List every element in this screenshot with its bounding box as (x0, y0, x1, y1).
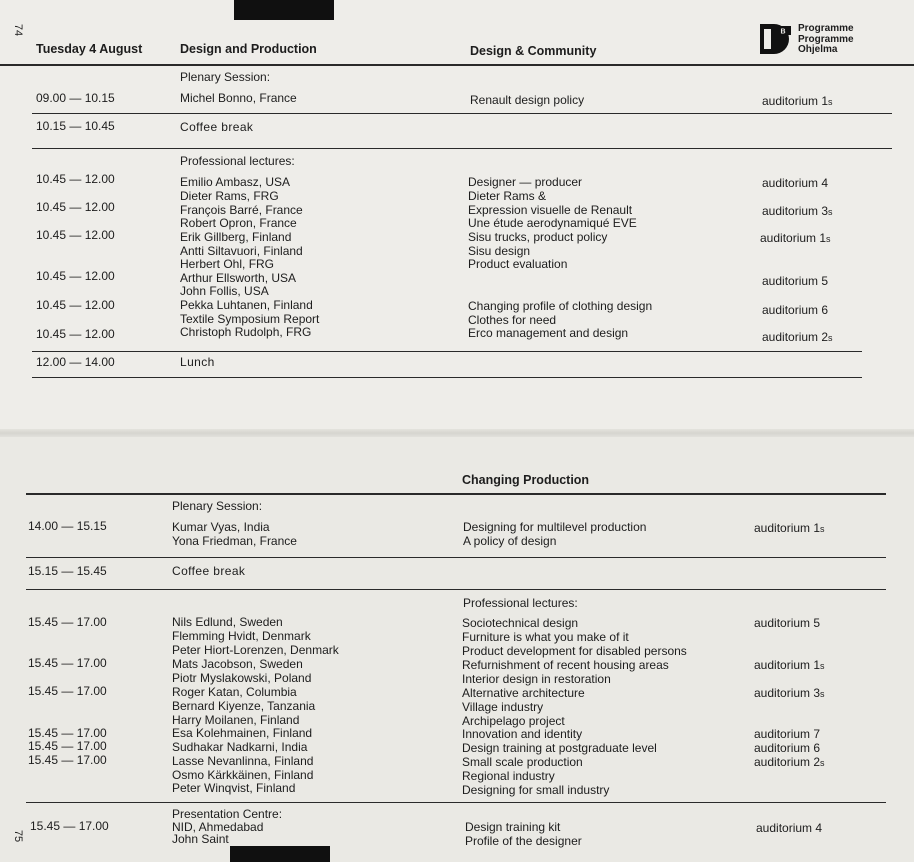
lecture-topic: Changing profile of clothing design (468, 299, 653, 313)
room-label: auditorium 3 (762, 204, 829, 218)
presentation-speaker: NID, Ahmedabad (172, 820, 264, 834)
lecture-speaker: Sudhakar Nadkarni, India (172, 740, 308, 754)
lecture-topic: Sisu design (468, 243, 531, 258)
bottom-plenary-room (754, 522, 825, 537)
lecture-speaker: Emilio Ambasz, USA (180, 175, 291, 189)
room-sub: s (828, 207, 833, 217)
lecture-time: 10.45 — 12.00 (36, 228, 115, 242)
lecture-topic: Innovation and identity (462, 727, 583, 741)
track-header: Design and Production (180, 42, 317, 56)
room-label: auditorium 1 (754, 658, 821, 672)
room-label: auditorium 4 (756, 821, 823, 835)
lecture-room (754, 617, 820, 631)
bottom-plenary-topic: Designing for multilevel production (463, 520, 647, 534)
room-label: auditorium 1 (760, 231, 827, 245)
lecture-speaker: Nils Edlund, Sweden (172, 615, 283, 629)
room-label: auditorium 3 (754, 686, 821, 700)
room-sub: s (828, 333, 833, 343)
bottom-rule-lectures (26, 802, 886, 803)
plenary-room (762, 95, 833, 110)
lecture-time: 10.45 — 12.00 (36, 200, 115, 214)
rule-coffee (32, 148, 892, 149)
lecture-topic: Refurnishment of recent housing areas (462, 658, 669, 672)
lecture-time: 10.45 — 12.00 (36, 172, 115, 186)
lunch-label: Lunch (180, 355, 215, 369)
presentation-topic: Design training kit (465, 820, 561, 834)
lecture-time: 10.45 — 12.00 (36, 269, 115, 283)
lecture-speaker: Dieter Rams, FRG (180, 188, 279, 203)
lecture-speaker: Christoph Rudolph, FRG (180, 325, 312, 339)
presentation-time: 15.45 — 17.00 (30, 819, 109, 833)
lecture-time: 10.45 — 12.00 (36, 298, 115, 312)
bottom-lectures-label: Professional lectures: (463, 596, 578, 610)
black-bar-top (234, 0, 334, 20)
bottom-plenary-speaker: Yona Friedman, France (172, 533, 297, 548)
programme-logo-icon (760, 24, 792, 54)
room-label: auditorium 7 (754, 727, 821, 741)
lectures-label: Professional lectures: (180, 154, 295, 168)
lecture-topic: Product evaluation (468, 257, 568, 271)
coffee-label: Coffee break (180, 120, 254, 134)
lunch-time: 12.00 — 14.00 (36, 355, 115, 369)
lecture-time: 15.45 — 17.00 (28, 753, 107, 767)
lecture-speaker: Erik Gillberg, Finland (180, 230, 292, 244)
bottom-rule-coffee (26, 589, 886, 590)
lecture-speaker: John Follis, USA (180, 284, 269, 298)
lecture-topic: Erco management and design (468, 326, 629, 340)
room-sub: s (826, 234, 831, 244)
lecture-room (754, 756, 825, 771)
bottom-theme-header: Changing Production (462, 473, 590, 487)
lecture-topic: Designer — producer (468, 175, 583, 189)
lecture-speaker: Mats Jacobson, Sweden (172, 657, 303, 671)
plenary-time: 09.00 — 10.15 (36, 91, 115, 105)
rule-lectures (32, 351, 862, 352)
header-rule (0, 64, 914, 66)
logo-line-3: Ohjelma (798, 44, 838, 55)
room-label: auditorium 4 (762, 176, 829, 190)
bottom-plenary-label: Plenary Session: (172, 499, 263, 513)
presentation-label: Presentation Centre: (172, 807, 283, 821)
lecture-speaker: Peter Winqvist, Finland (172, 781, 296, 795)
lecture-room (762, 331, 833, 346)
lecture-topic: Dieter Rams & (468, 188, 547, 203)
presentation-topic: Profile of the designer (465, 834, 582, 848)
room-label: auditorium 5 (754, 616, 821, 630)
room-label: auditorium 6 (762, 303, 829, 317)
room-label: auditorium 6 (754, 741, 821, 755)
presentation-room (756, 822, 822, 836)
lecture-room (754, 687, 825, 702)
room-label: auditorium 2 (762, 330, 829, 344)
lecture-speaker: Textile Symposium Report (180, 311, 320, 326)
logo-line-1: Programme (798, 23, 854, 34)
bottom-rule-plenary (26, 557, 886, 558)
lecture-room (762, 177, 828, 191)
lecture-speaker: Piotr Myslakowski, Poland (172, 671, 312, 685)
lecture-time: 15.45 — 17.00 (28, 726, 107, 740)
lecture-time: 15.45 — 17.00 (28, 656, 107, 670)
lecture-topic: Interior design in restoration (462, 672, 611, 686)
lecture-speaker: Bernard Kiyenze, Tanzania (172, 699, 316, 713)
black-bar-bottom (230, 846, 330, 862)
lecture-speaker: François Barré, France (180, 202, 303, 217)
lecture-topic: Une étude aerodynamiqué EVE (468, 216, 637, 230)
plenary-speaker: Michel Bonno, France (180, 91, 297, 105)
bottom-plenary-topic: A policy of design (463, 534, 557, 548)
bottom-coffee-time: 15.15 — 15.45 (28, 564, 107, 578)
lecture-topic: Sociotechnical design (462, 616, 579, 630)
lecture-speaker: Esa Kolehmainen, Finland (172, 726, 313, 740)
presentation-speaker: John Saint (172, 832, 229, 846)
logo-line-2: Programme (798, 33, 854, 45)
coffee-time: 10.15 — 10.45 (36, 119, 115, 133)
room-sub: s (820, 689, 825, 699)
lecture-time: 15.45 — 17.00 (28, 684, 107, 698)
lecture-room (754, 659, 825, 674)
lecture-topic: Expression visuelle de Renault (468, 202, 633, 217)
lecture-speaker: Pekka Luhtanen, Finland (180, 298, 313, 312)
lecture-speaker: Osmo Kärkkäinen, Finland (172, 768, 314, 782)
lecture-topic: Product development for disabled persons (462, 644, 687, 658)
room-label: auditorium 1 (754, 521, 821, 535)
lecture-topic: Sisu trucks, product policy (468, 230, 608, 244)
lecture-time: 15.45 — 17.00 (28, 615, 107, 629)
lecture-topic: Archipelago project (462, 714, 565, 728)
room-label: auditorium 2 (754, 755, 821, 769)
svg-text:B: B (780, 28, 786, 36)
page-bottom (0, 432, 914, 862)
lecture-speaker: Roger Katan, Columbia (172, 685, 297, 699)
lecture-time: 10.45 — 12.00 (36, 327, 115, 341)
room-label: auditorium 5 (762, 274, 829, 288)
lecture-speaker: Arthur Ellsworth, USA (180, 270, 297, 285)
lecture-room (760, 232, 831, 247)
lecture-topic: Village industry (462, 700, 544, 714)
logo-text (798, 24, 854, 56)
lecture-room (754, 728, 820, 742)
lecture-room (754, 742, 820, 756)
rule-plenary (32, 113, 892, 114)
lecture-topic: Design training at postgraduate level (462, 741, 657, 755)
lecture-topic: Alternative architecture (462, 686, 585, 700)
lecture-topic: Furniture is what you make of it (462, 630, 629, 644)
lecture-room (762, 304, 828, 318)
lecture-room (762, 275, 828, 289)
room-sub: s (828, 97, 833, 107)
room-sub: s (820, 758, 825, 768)
room-sub: s (820, 524, 825, 534)
bottom-coffee-label: Coffee break (172, 564, 246, 578)
lecture-topic: Small scale production (462, 755, 583, 769)
plenary-topic: Renault design policy (470, 93, 585, 107)
rule-lunch (32, 377, 862, 378)
lecture-topic: Regional industry (462, 769, 555, 783)
lecture-speaker: Flemming Hvidt, Denmark (172, 629, 311, 643)
lecture-topic: Designing for small industry (462, 783, 610, 797)
lecture-speaker: Herbert Ohl, FRG (180, 257, 275, 271)
lecture-time: 15.45 — 17.00 (28, 739, 107, 753)
lecture-speaker: Lasse Nevanlinna, Finland (172, 754, 314, 768)
lecture-speaker: Peter Hiort-Lorenzen, Denmark (172, 643, 339, 657)
lecture-room (762, 205, 833, 220)
plenary-label: Plenary Session: (180, 70, 271, 84)
day-header: Tuesday 4 August (36, 42, 143, 56)
bottom-header-rule (26, 493, 886, 495)
lecture-speaker: Robert Opron, France (180, 216, 297, 230)
room-sub: s (820, 661, 825, 671)
lecture-speaker: Antti Siltavuori, Finland (180, 243, 303, 258)
bottom-plenary-time: 14.00 — 15.15 (28, 519, 107, 533)
room-label: auditorium 1 (762, 94, 829, 108)
lecture-topic: Clothes for need (468, 312, 557, 327)
page-number-bottom: 75 (12, 829, 25, 843)
lecture-speaker: Harry Moilanen, Finland (172, 713, 300, 727)
theme-header: Design & Community (470, 44, 597, 58)
page-number-top: 74 (12, 23, 25, 37)
page-fold (0, 429, 914, 437)
bottom-plenary-speaker: Kumar Vyas, India (172, 520, 270, 534)
